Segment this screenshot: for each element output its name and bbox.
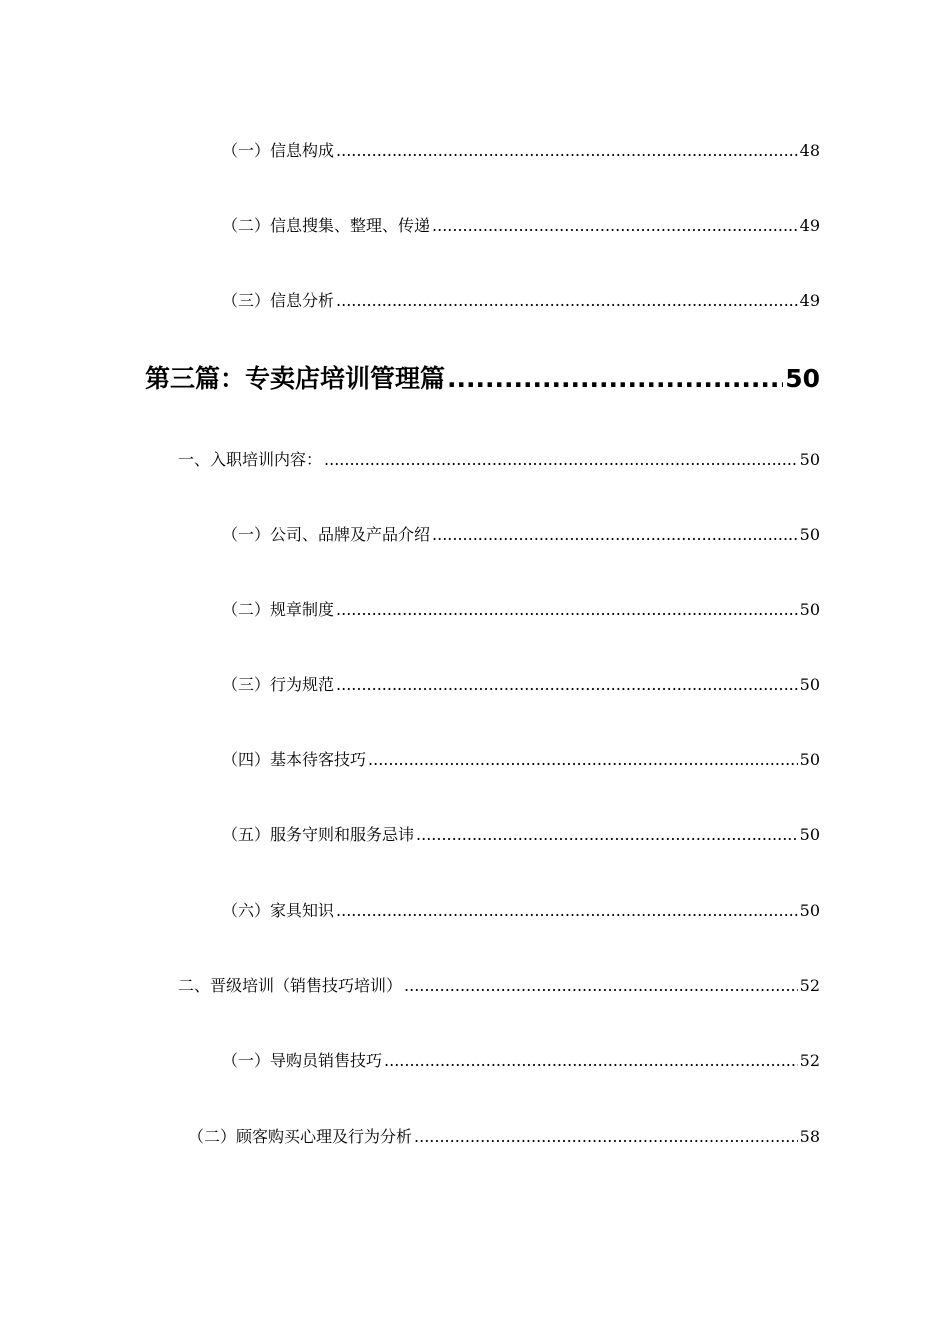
toc-entry-label: （二）信息搜集、整理、传递 bbox=[222, 216, 431, 235]
toc-entry-page: 50 bbox=[785, 364, 820, 393]
toc-entry[interactable] bbox=[178, 447, 820, 470]
toc-entry-label: （二）顾客购买心理及行为分析 bbox=[188, 1127, 413, 1146]
toc-entry-page: 50 bbox=[799, 525, 820, 544]
toc-entry[interactable] bbox=[222, 822, 820, 845]
toc-entry-label: （六）家具知识 bbox=[222, 901, 335, 920]
toc-part-heading[interactable] bbox=[145, 359, 820, 395]
toc-entry-label: （一）公司、品牌及产品介绍 bbox=[222, 525, 431, 544]
toc-entry[interactable] bbox=[222, 898, 820, 921]
dot-leader bbox=[414, 1127, 798, 1146]
toc-entry-label: （二）规章制度 bbox=[222, 600, 335, 619]
toc-entry-page: 49 bbox=[799, 216, 820, 235]
toc-entry[interactable] bbox=[222, 522, 820, 545]
toc-entry[interactable] bbox=[222, 597, 820, 620]
toc-entry-page: 50 bbox=[799, 825, 820, 844]
toc-entry[interactable] bbox=[222, 1048, 820, 1071]
toc-entry-page: 52 bbox=[799, 976, 820, 995]
dot-leader bbox=[432, 216, 798, 235]
toc-entry[interactable] bbox=[188, 1124, 820, 1147]
dot-leader bbox=[384, 1051, 798, 1070]
toc-entry-label: 二、晋级培训（销售技巧培训） bbox=[178, 976, 403, 995]
dot-leader bbox=[336, 675, 798, 694]
toc-entry-page: 50 bbox=[799, 675, 820, 694]
toc-entry-page: 50 bbox=[799, 450, 820, 469]
dot-leader bbox=[404, 976, 798, 995]
toc-entry-page: 52 bbox=[799, 1051, 820, 1070]
toc-entry-page: 58 bbox=[799, 1127, 820, 1146]
toc-entry-label: （四）基本待客技巧 bbox=[222, 750, 367, 769]
toc-entry[interactable] bbox=[178, 973, 820, 996]
toc-entry-label: （五）服务守则和服务忌讳 bbox=[222, 825, 415, 844]
dot-leader bbox=[432, 525, 798, 544]
toc-entry-label: （一）导购员销售技巧 bbox=[222, 1051, 383, 1070]
toc-entry-label: （一）信息构成 bbox=[222, 141, 335, 160]
dot-leader bbox=[336, 901, 798, 920]
toc-entry-label: 第三篇：专卖店培训管理篇 bbox=[145, 364, 446, 393]
toc-entry-page: 50 bbox=[799, 750, 820, 769]
dot-leader bbox=[368, 750, 798, 769]
dot-leader bbox=[324, 450, 798, 469]
toc-entry-page: 50 bbox=[799, 600, 820, 619]
dot-leader bbox=[336, 141, 798, 160]
toc-entry[interactable] bbox=[222, 672, 820, 695]
dot-leader bbox=[416, 825, 798, 844]
toc-entry-page: 49 bbox=[799, 291, 820, 310]
toc-entry-label: （三）行为规范 bbox=[222, 675, 335, 694]
dot-leader bbox=[336, 600, 798, 619]
toc-entry-label: （三）信息分析 bbox=[222, 291, 335, 310]
toc-entry[interactable] bbox=[222, 138, 820, 161]
toc-entry-page: 50 bbox=[799, 901, 820, 920]
dot-leader bbox=[447, 364, 783, 393]
toc-entry[interactable] bbox=[222, 747, 820, 770]
toc-entry[interactable] bbox=[222, 213, 820, 236]
toc-entry-label: 一、入职培训内容： bbox=[178, 450, 323, 469]
toc-entry-page: 48 bbox=[799, 141, 820, 160]
dot-leader bbox=[336, 291, 798, 310]
toc-entry[interactable] bbox=[222, 288, 820, 311]
